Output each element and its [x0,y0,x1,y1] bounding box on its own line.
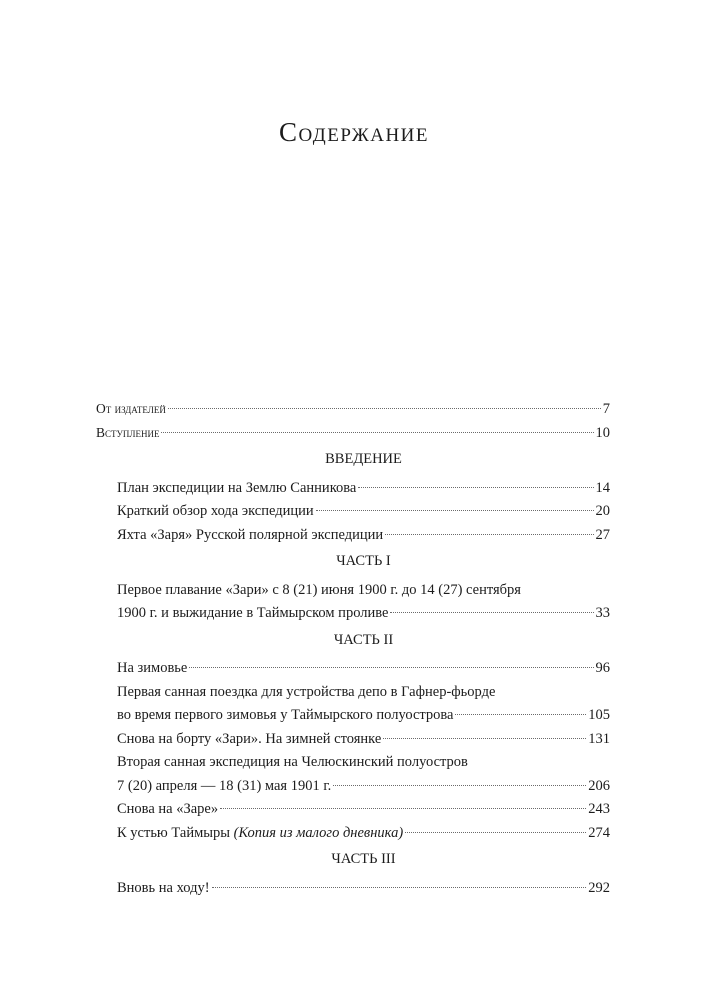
toc-entry-label: Снова на борту «Зари». На зимней стоянке [117,730,382,747]
toc-entry[interactable] [117,500,610,524]
dot-leader [316,510,594,511]
toc-entry-page: 20 [595,503,610,519]
toc-entry-label-line1: Вторая санная экспедиция на Челюскинский полуостров [117,754,468,770]
toc-entry[interactable] [117,798,610,822]
page-title: Содержание [278,117,430,147]
toc-entry-publishers[interactable] [96,397,610,421]
section-heading-part-1: ЧАСТЬ I [336,553,391,569]
dot-leader [405,832,586,833]
dot-leader [220,808,586,809]
toc-entry[interactable] [117,822,610,846]
dot-leader [358,487,593,488]
toc-entry-page: 206 [588,777,610,794]
toc-entry-label: Вновь на ходу! [117,879,210,896]
toc-entry-page: 131 [588,730,610,747]
table-of-contents [96,397,610,900]
dot-leader [385,534,593,535]
toc-entry-page: 243 [588,801,610,817]
toc-entry-page: 7 [602,401,610,417]
toc-entry-label: Снова на «Заре» [117,801,219,817]
toc-entry[interactable] [117,657,610,681]
toc-entry-page: 105 [588,707,610,723]
toc-entry-label-main: К устью Таймыры [117,824,230,841]
section-heading-part-3: ЧАСТЬ III [331,851,396,867]
toc-entry[interactable] [117,477,610,501]
toc-entry[interactable] [117,728,610,752]
toc-entry-label: Яхта «Заря» Русской полярной экспедиции [117,526,384,543]
toc-entry-label-italic: (Копия из малого дневника) [233,824,404,841]
toc-entry-label: Вступление [96,424,160,440]
dot-leader [212,887,587,888]
dot-leader [168,408,601,409]
toc-entry-label-line1: Первое плавание «Зари» с 8 (21) июня 1900 г. до 14 (27) сентября [117,581,521,598]
toc-entry-first-line[interactable] [117,751,610,775]
toc-entry-label: На зимовье [117,660,188,676]
toc-entry[interactable] [117,877,610,901]
dot-leader [161,432,593,433]
dot-leader [383,738,586,739]
toc-entry-first-line[interactable] [117,579,610,603]
toc-entry-first-line[interactable] [117,681,610,705]
toc-entry-label [117,822,403,846]
toc-entry-label: Краткий обзор хода экспедиции [117,503,314,519]
dot-leader [333,785,586,786]
toc-entry[interactable] [117,704,610,728]
toc-entry-label-line1: Первая санная поездка для устройства депо в Гафнер-фьорде [117,683,496,700]
toc-entry-label: во время первого зимовья у Таймырского полуострова [117,707,454,723]
section-heading-part-2: ЧАСТЬ II [333,631,394,648]
dot-leader [390,612,593,613]
toc-entry-page: 96 [595,660,610,676]
toc-entry[interactable] [117,775,610,799]
toc-entry-page: 10 [595,424,610,441]
toc-entry-page: 27 [595,526,610,543]
toc-entry-page: 33 [595,605,610,621]
toc-entry[interactable] [117,602,610,626]
toc-entry-label: От издателей [96,401,166,416]
section-heading-vvedenie: ВВЕДЕНИЕ [325,451,402,467]
toc-entry-label: План экспедиции на Землю Санникова [117,479,357,496]
toc-entry-introduction[interactable] [96,421,610,445]
toc-entry-page: 14 [595,479,610,496]
toc-entry-page: 292 [588,879,610,896]
toc-entry-label: 1900 г. и выжидание в Таймырском проливе [117,605,389,621]
dot-leader [189,667,593,668]
dot-leader [455,714,586,715]
toc-entry-label: 7 (20) апреля — 18 (31) мая 1901 г. [117,777,332,794]
toc-entry[interactable] [117,524,610,548]
toc-entry-page: 274 [588,824,610,841]
